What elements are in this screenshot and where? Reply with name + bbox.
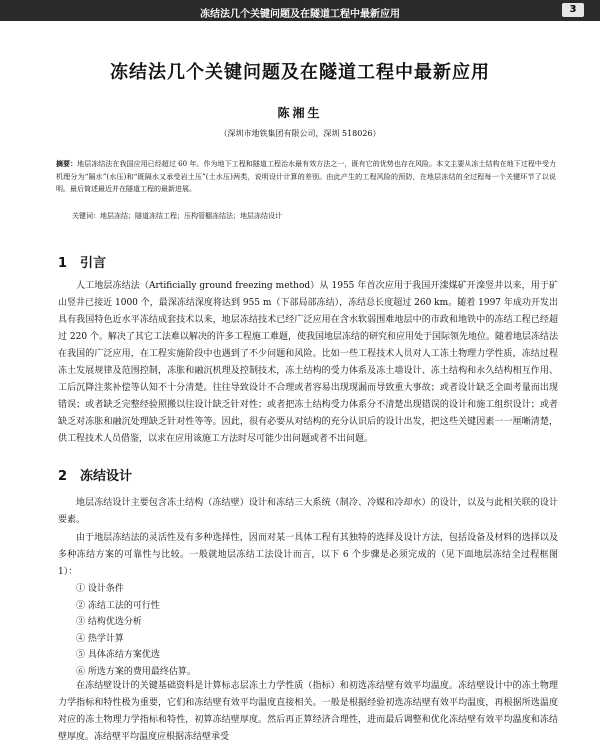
keywords [72, 210, 552, 222]
keywords-text: 地层冻结；隧道冻结工程；压构管棚冻结法；地层冻结设计 [100, 212, 282, 220]
keywords-label: 关键词： [72, 212, 100, 220]
design-step: ④ 热学计算 [76, 633, 124, 644]
design-step: ① 设计条件 [76, 584, 124, 594]
section-1-paragraph: 人工地层冻结法（Artificially ground freezing method）从 1955 年首次应用于我国开滦煤矿开滦竖井以来，用于矿山竖井已接近 1000 个，最深冻结深度将达到 955 m（下部局部冻结），冻结总长度超过 260 km。随着 1997 年成功开发出具有我国特色近水平冻结成套技术以来，地层冻结技术已经广泛应用在含水软弱围难地层中的市政和地铁中的冻结工程已经超过 220 个。解决了其它工法难以解决的许多工程施工难题，使我国地层冻结的研究和应用处于国际领先地位。随着地层冻结法在我国的广泛应用，在工程实施阶段中也遇到了不少问题和风险。比如一些工程技术人员对人工冻土物理力学性质，冻结过程冻土发展规律及范围控制，冻胀和融沉机理及控制技术，冻土结构的受力体系及冻土墙设计、冻土结构和永久结构相互作用、工后沉降注浆补偿等认知不十分清楚。往往导致设计不合理或者容易出现现漏而导致重大事故；或者设计缺乏全面考量而出现错误；或者缺乏完整经验照搬以往设计缺乏针对性；或者把冻土结构受力体系分不清楚出现错误的设计和施工组织设计；或者缺乏对冻胀和融沉处理缺乏针对性等等。因此，很有必要从对结构的充分认识后的设计出发，把这些关键因素一一厘晰清楚，供工程技术人员借鉴，以求在应用该施工方法时尽可能少出问题或者不出问题。 [58, 281, 558, 444]
section-2-paragraph-1: 地层冻结设计主要包含冻土结构（冻结壁）设计和冻结三大系统（制冷、冷媒和冷却水）的设计，以及与此相关联的设计要素。 [58, 498, 558, 525]
section-1-number: 1 [58, 256, 68, 271]
design-step: ③ 结构优选分析 [76, 617, 142, 627]
article-author: 陈湘生 [277, 106, 323, 120]
abstract-text: 地层冻结法在我国应用已经超过 60 年。作为地下工程和隧道工程治水最有效方法之一，既有它的优势也存在风险。本文主要从冻土结构在地下过程中受力机理分为“隔水”(水压)和“既隔水又承受岩土压”(土水压)两类，说明设计计算的差别。由此产生的工程风险的预防，在地层冻结的全过程每一个关键环节了以说明。最后简述最近并在隧道工程的最新进展。 [56, 160, 556, 193]
design-steps-list [76, 581, 196, 680]
design-step: ⑥ 所选方案的费用最终估算。 [76, 666, 196, 677]
section-2-heading [58, 465, 132, 484]
design-step: ⑤ 具体冻结方案优选 [76, 650, 160, 660]
abstract-label: 摘要： [56, 159, 78, 168]
article-title: 冻结法几个关键问题及在隧道工程中最新应用 [110, 62, 490, 83]
section-1-heading [58, 252, 106, 271]
design-step: ② 冻结工法的可行性 [76, 600, 160, 611]
author-affiliation: （深圳市地铁集团有限公司，深圳 518026） [219, 129, 381, 138]
section-1-title: 引言 [80, 256, 107, 271]
running-header-title: 冻结法几个关键问题及在隧道工程中最新应用 [200, 9, 400, 20]
section-2-paragraph-3: 在冻结壁设计的关键基础资料是计算标志层冻土力学性质（指标）和初选冻结壁有效平均温度。冻结壁设计中的冻土物理力学指标和特性极为重要，它们和冻结壁有效平均温度直接相关。一般是根据经验初选冻结壁有效平均温度，再根据所选温度对应的冻土物理力学指标和特性，初算冻结壁厚度。然后再正算经济合理性，进而最后调整和优化冻结壁有效平均温度和冻结壁厚度。冻结壁平均温度应根据冻结壁承受 [58, 681, 558, 742]
page-number-badge: 3 [562, 3, 584, 17]
section-2-title: 冻结设计 [80, 469, 133, 484]
section-2-number: 2 [58, 469, 68, 484]
running-header [0, 0, 600, 21]
abstract [56, 158, 556, 196]
section-2-paragraph-2: 由于地层冻结法的灵活性及有多种选择性，因而对某一具体工程有其独特的选择及设计方法，包括设备及材料的选择以及多种冻结方案的可靠性与比较。一般就地层冻结工法设计而言，以下 6 个步骤是必须完成的（见下面地层冻结全过程框图 1）： [58, 533, 558, 577]
